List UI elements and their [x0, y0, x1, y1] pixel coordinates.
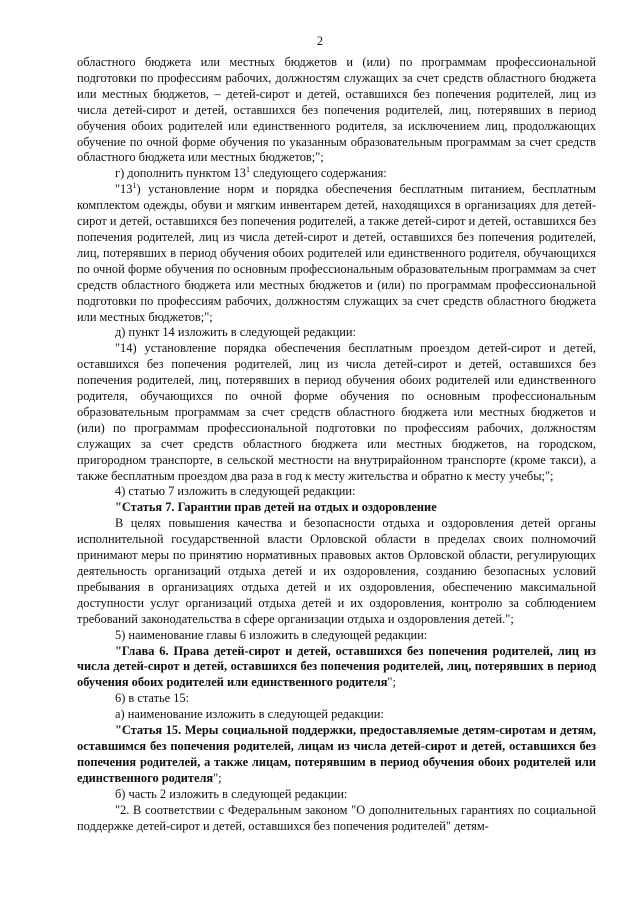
- paragraph-part-2: "2. В соответствии с Федеральным законом "О дополнительных гарантиях по социальной поддержке детей-сирот и детей, оставшихся без попечения родителей" детям-: [77, 802, 596, 833]
- item-g-tail: следующего содержания:: [249, 166, 387, 181]
- article-15-heading: [77, 723, 596, 787]
- chapter-6-title: "Глава 6. Права детей-сирот и детей, оставшихся без попечения родителей, лиц из числа детей-сирот и детей, оставшихся без попечения родителей, лиц, потерявших в период обучения обоих родителей или единственного родителя: [77, 643, 596, 690]
- paragraph-item-4: 4) статью 7 изложить в следующей редакции:: [115, 484, 356, 499]
- item-g-text: г) дополнить пунктом 13: [115, 166, 246, 181]
- paragraph-item-g: [77, 166, 596, 182]
- superscript: 1: [245, 165, 250, 175]
- paragraph-budget-continuation: областного бюджета или местных бюджетов и (или) по программам профессиональной подготовки по профессиям рабочих, должностям служащих за счет средств областного бюджета или местных бюджетов, – детей-сирот и детей, оставшихся без попечения родителей, лиц из числа детей-сирот и детей, оставшихся без попечения родителей, лиц, потерявших в период обучения обоих родителей или единственного родителя, за исключением лиц, продолжающих обучение по очной форме обучения по указанным образовательным программам за счет средств областного бюджета или местных бюджетов;";: [77, 55, 596, 165]
- paragraph-item-a: а) наименование изложить в следующей редакции:: [115, 707, 384, 722]
- closing-quote: ";: [213, 770, 222, 785]
- paragraph-item-b: б) часть 2 изложить в следующей редакции:: [115, 786, 348, 801]
- paragraph-item-d: д) пункт 14 изложить в следующей редакции:: [115, 325, 356, 340]
- page-number: 2: [316, 34, 324, 48]
- closing-quote: ";: [387, 675, 396, 690]
- paragraph-item-6: 6) в статье 15:: [115, 691, 190, 706]
- paragraph-item-5: 5) наименование главы 6 изложить в следующей редакции:: [115, 627, 428, 642]
- point-13-text: ) установление норм и порядка обеспечения бесплатным питанием, бесплатным комплектом одежды, обуви и мягким инвентарем детей, находящихся в организациях для детей-сирот и детей, оставшихся без попечения родителей, а также детей-сирот и детей, оставшихся без попечения родителей, лиц из числа детей-сирот и детей, оставшихся без попечения родителей, лиц, потерявших в период обучения обоих родителей или единственного родителя, обучающихся по очной форме обучения по основным профессиональным образовательным программам за счет средств областного бюджета или местных бюджетов и (или) по программам профессиональной подготовки по профессиям рабочих, должностям служащих за счет средств областного бюджета или местных бюджетов;";: [77, 182, 596, 324]
- paragraph-point-13-1: [77, 182, 596, 325]
- chapter-6-heading: [77, 644, 596, 692]
- document-body: [77, 55, 596, 834]
- paragraph-point-14: "14) установление порядка обеспечения бесплатным проездом детей-сирот и детей, оставшихся без попечения родителей, лиц из числа детей-сирот и детей, оставшихся без попечения родителей, лиц, потерявших в период обучения обоих родителей или единственного родителя, обучающихся по очной форме обучения по основным профессиональным образовательным программам за счет средств областного бюджета или местных бюджетов и (или) по программам профессиональной подготовки по профессиям рабочих, должностям служащих за счет средств областного бюджета или местных бюджетов, на городском, пригородном транспорте, в сельской местности на внутрирайонном транспорте (кроме такси), а также бесплатным проездом два раза в год к месту жительства и обратно к месту учебы;";: [77, 341, 596, 483]
- point-13-label: "13: [115, 182, 133, 197]
- paragraph-article-7-text: В целях повышения качества и безопасности отдыха и оздоровления детей органы исполнительной государственной власти Орловской области в пределах своих полномочий принимают меры по принятию нормативных правовых актов Орловской области, регулирующих деятельность организаций отдыха детей и их оздоровления, созданию безопасных условий пребывания в организациях отдыха детей и их оздоровления, обеспечению максимальной доступности услуг организаций отдыха детей и их оздоровления, контролю за соблюдением требований законодательства в сфере организации отдыха и оздоровления детей.";: [77, 516, 596, 626]
- article-15-title: "Статья 15. Меры социальной поддержки, предоставляемые детям-сиротам и детям, оставшимся без попечения родителей, лицам из числа детей-сирот и детей, оставшихся без попечения родителей, а также лицам, потерявшим в период обучения обоих родителей или единственного родителя: [77, 723, 596, 785]
- superscript: 1: [132, 181, 137, 191]
- article-7-heading: "Статья 7. Гарантии прав детей на отдых и оздоровление: [115, 500, 437, 515]
